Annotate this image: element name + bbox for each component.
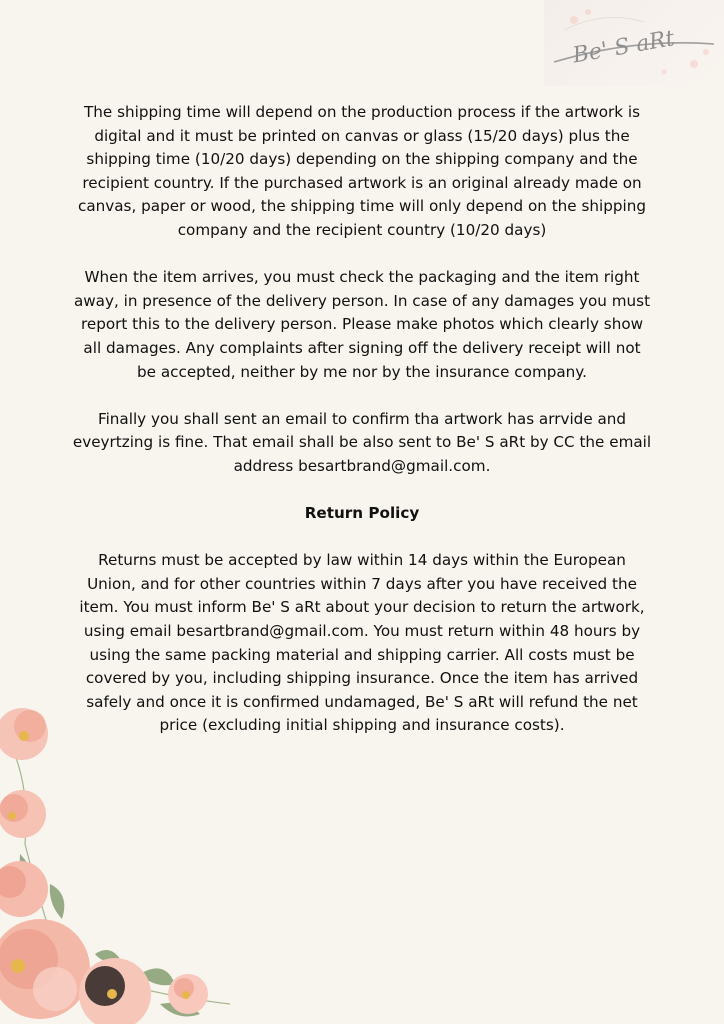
flower-icon [168,974,208,1014]
confirmation-email-paragraph: Finally you shall sent an email to confirm tha artwork has arrvide and eveyrtzing is fine. That email shall be also sent to Be' S aRt by CC the email address besartbrand@gmail.com. [72,409,652,475]
flower-icon [0,919,90,1019]
floral-decoration [0,704,240,1024]
return-policy-heading: Return Policy [304,504,420,523]
return-policy-paragraph: Returns must be accepted by law within 14 days within the European Union, and for other countries within 7 days after you have received the item. You must inform Be' S aRt about your decision to return the artwork, using email besartbrand@gmail.com. You must return within 48 hours by using the same packing material and shipping carrier. All costs must be covered by you, including shipping insurance. Once the item has arrived safely and once it is confirmed undamaged, Be' S aRt will refund the net price (excluding initial shipping and insurance costs). [79,551,645,735]
logo-text: Be' S aRt [570,26,677,69]
flower-icon [0,861,48,917]
flower-icon [0,790,46,838]
shipping-time-paragraph: The shipping time will depend on the production process if the artwork is digital and it must be printed on canvas or glass (15/20 days) plus the shipping time (10/20 days) depending on the shipping company and the recipient country. If the purchased artwork is an original already made on canvas, paper or wood, the shipping time will only depend on the shipping company and the recipient country (10/20 days) [77,103,646,239]
brand-logo [544,0,724,86]
delivery-check-paragraph: When the item arrives, you must check the packaging and the item right away, in presence of the delivery person. In case of any damages you must report this to the delivery person. Please make photos which clearly show all damages. Any complaints after signing off the delivery receipt will not be accepted, neither by me nor by the insurance company. [73,268,651,381]
logo-graphic [544,0,724,86]
flower-icon [0,708,48,760]
document-body [72,101,652,762]
